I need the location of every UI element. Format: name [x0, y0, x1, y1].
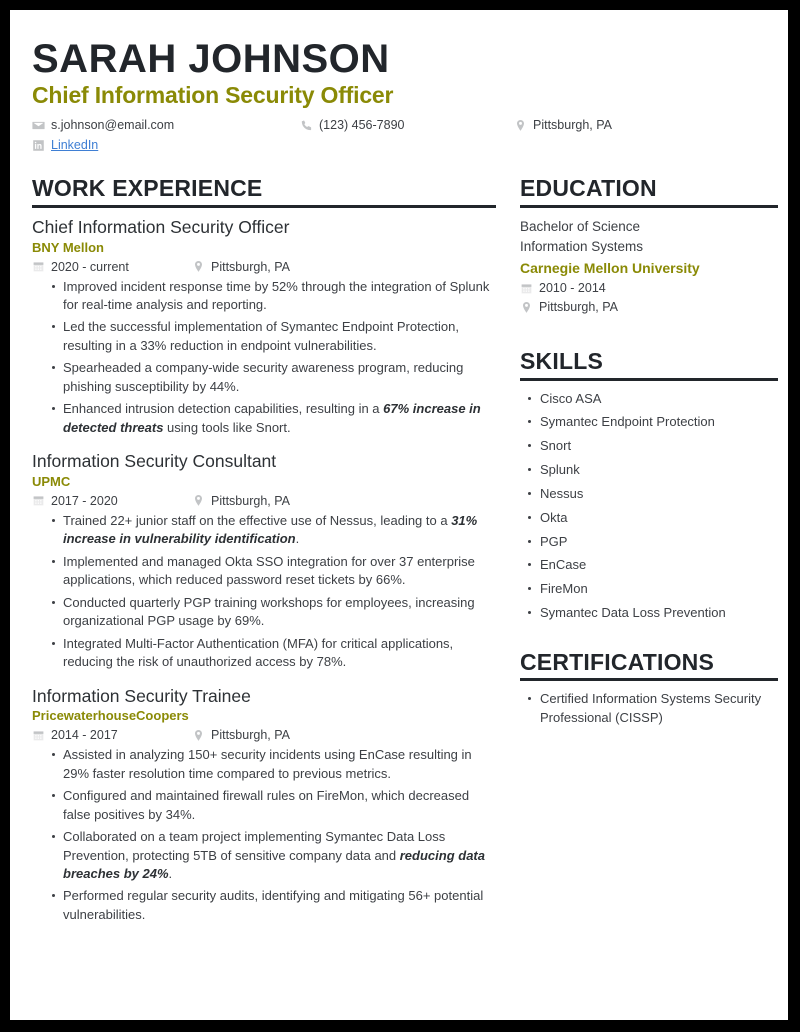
bullet-text: Enhanced intrusion detection capabilities, resulting in a: [63, 401, 384, 417]
candidate-job-title: Chief Information Security Officer: [32, 82, 394, 108]
contact-email-text: s.johnson@email.com: [51, 118, 175, 133]
linkedin-icon: [32, 139, 45, 152]
contact-email[interactable]: [32, 118, 300, 132]
map-pin-icon: [520, 301, 533, 314]
section-certifications: [520, 650, 778, 728]
work-entry-bullets: [32, 746, 496, 924]
bullet-text: Configured and maintained firewall rules on FireMon, which decreased false positives by 34%.: [63, 788, 470, 822]
right-column: [520, 176, 778, 733]
work-entry-title: Information Security Consultant: [32, 451, 277, 472]
section-divider: [520, 378, 778, 381]
section-title-work-experience: WORK EXPERIENCE: [32, 175, 263, 202]
section-divider: [520, 205, 778, 208]
contact-location: [514, 118, 754, 132]
bullet-text-tail: .: [295, 531, 300, 547]
work-entry-meta: [32, 494, 496, 508]
candidate-name: SARAH JOHNSON: [32, 37, 390, 81]
work-entry: [32, 217, 496, 437]
education-location-text: Pittsburgh, PA: [539, 299, 618, 314]
list-item: Nessus: [528, 485, 778, 504]
bullet-text-tail: using tools like Snort.: [163, 419, 291, 435]
calendar-icon: [520, 282, 533, 295]
list-item: Cisco ASA: [528, 390, 778, 409]
work-entry: [32, 451, 496, 671]
work-entry-title: Information Security Trainee: [32, 685, 251, 706]
section-divider: [520, 678, 778, 681]
map-pin-icon: [514, 119, 527, 132]
work-entry-dates: [32, 728, 192, 742]
contact-linkedin[interactable]: [32, 138, 300, 152]
work-entry-location: [192, 728, 290, 742]
spacer: [520, 321, 778, 349]
work-entry-org: UPMC: [32, 474, 71, 489]
bullet-item: [52, 828, 496, 883]
list-item: Snort: [528, 437, 778, 456]
work-entry-dates: [32, 494, 192, 508]
bullet-text: Performed regular security audits, identifying and mitigating 56+ potential vulnerabilities.: [63, 888, 484, 922]
resume-header: [32, 38, 766, 154]
bullet-item: [52, 400, 496, 437]
calendar-icon: [32, 494, 45, 507]
list-item: Splunk: [528, 461, 778, 480]
certifications-list: [520, 690, 778, 728]
phone-icon: [300, 119, 313, 132]
bullet-item: [52, 787, 496, 824]
work-entry-dates-text: 2020 - current: [51, 259, 129, 274]
education-location: [520, 298, 778, 317]
bullet-emphasis: 67% increase in detected threats: [63, 401, 481, 435]
contact-linkedin-link[interactable]: LinkedIn: [51, 138, 99, 153]
bullet-item: [52, 553, 496, 590]
education-dates-text: 2010 - 2014: [539, 280, 606, 295]
work-entry-location-text: Pittsburgh, PA: [211, 493, 290, 508]
bullet-text: Improved incident response time by 52% through the integration of Splunk for real-time analysis and reporting.: [63, 278, 490, 312]
bullet-item: [52, 635, 496, 672]
bullet-text: Trained 22+ junior staff on the effective use of Nessus, leading to a: [63, 512, 452, 528]
list-item: Symantec Endpoint Protection: [528, 413, 778, 432]
education-field: Information Systems: [520, 238, 644, 254]
work-entry-bullets: [32, 512, 496, 672]
work-entry-meta: [32, 728, 496, 742]
work-entry-dates-text: 2017 - 2020: [51, 493, 118, 508]
bullet-text: Spearheaded a company-wide security awareness program, reducing phishing susceptibility by 44%.: [63, 360, 464, 394]
work-entry-meta: [32, 260, 496, 274]
education-entry: [520, 217, 778, 318]
list-item: Okta: [528, 509, 778, 528]
work-entry-org: BNY Mellon: [32, 239, 104, 255]
work-entry-location: [192, 494, 290, 508]
skills-list: [520, 390, 778, 623]
spacer: [520, 628, 778, 650]
work-entry-bullets: [32, 278, 496, 438]
work-entry-dates: [32, 260, 192, 274]
bullet-text: Integrated Multi-Factor Authentication (MFA) for critical applications, reducing the risk of unauthorized access by 78%.: [63, 635, 454, 670]
list-item: PGP: [528, 533, 778, 552]
section-skills: [520, 349, 778, 623]
work-entry-org: PricewaterhouseCoopers: [32, 708, 189, 724]
section-title-skills: SKILLS: [520, 348, 603, 375]
education-degree: Bachelor of Science: [520, 218, 641, 234]
work-entry-location-text: Pittsburgh, PA: [211, 259, 290, 274]
bullet-emphasis: 31% increase in vulnerability identification: [63, 512, 478, 547]
bullet-item: [52, 887, 496, 924]
work-entry-dates-text: 2014 - 2017: [51, 728, 118, 743]
work-entry-title: Chief Information Security Officer: [32, 216, 290, 237]
section-divider: [32, 205, 496, 208]
bullet-item: [52, 359, 496, 396]
bullet-emphasis: reducing data breaches by 24%: [63, 847, 485, 881]
bullet-text-tail: .: [168, 866, 173, 881]
education-org: Carnegie Mellon University: [520, 260, 700, 277]
calendar-icon: [32, 729, 45, 742]
envelope-icon: [32, 119, 45, 132]
resume-page: [10, 10, 788, 1020]
list-item: Symantec Data Loss Prevention: [528, 604, 778, 623]
work-entry-location-text: Pittsburgh, PA: [211, 728, 290, 743]
education-dates: [520, 279, 778, 298]
section-education: [520, 176, 778, 317]
bullet-text: Conducted quarterly PGP training workshops for employees, increasing organizational PGP usage by 69%.: [63, 594, 475, 629]
bullet-text: Led the successful implementation of Symantec Endpoint Protection, resulting in a 33% reduction in endpoint vulnerabilities.: [63, 319, 459, 353]
bullet-item: [52, 278, 496, 315]
work-entry: [32, 686, 496, 925]
map-pin-icon: [192, 729, 205, 742]
contact-phone-text: (123) 456-7890: [319, 118, 405, 133]
contact-location-text: Pittsburgh, PA: [533, 118, 612, 133]
contact-info: [32, 118, 766, 152]
bullet-item: [52, 594, 496, 631]
bullet-text: Implemented and managed Okta SSO integration for over 37 enterprise applications, which reduced password reset tickets by 66%.: [63, 553, 475, 588]
list-item: FireMon: [528, 580, 778, 599]
list-item: Certified Information Systems Security Professional (CISSP): [528, 690, 778, 728]
left-column: [32, 176, 496, 928]
calendar-icon: [32, 260, 45, 273]
bullet-text: Collaborated on a team project implementing Symantec Data Loss Prevention, protecting 5TB of sensitive company data and: [63, 829, 446, 863]
map-pin-icon: [192, 494, 205, 507]
bullet-item: [52, 318, 496, 355]
map-pin-icon: [192, 260, 205, 273]
section-work-experience: [32, 176, 496, 924]
list-item: EnCase: [528, 556, 778, 575]
section-title-education: EDUCATION: [520, 175, 657, 202]
work-entry-location: [192, 260, 290, 274]
contact-phone[interactable]: [300, 118, 514, 132]
bullet-item: [52, 746, 496, 783]
bullet-item: [52, 512, 496, 549]
resume-body: [32, 176, 766, 928]
bullet-text: Assisted in analyzing 150+ security incidents using EnCase resulting in 29% faster resolution time compared to previous metrics.: [63, 747, 472, 781]
section-title-certifications: CERTIFICATIONS: [520, 649, 715, 676]
